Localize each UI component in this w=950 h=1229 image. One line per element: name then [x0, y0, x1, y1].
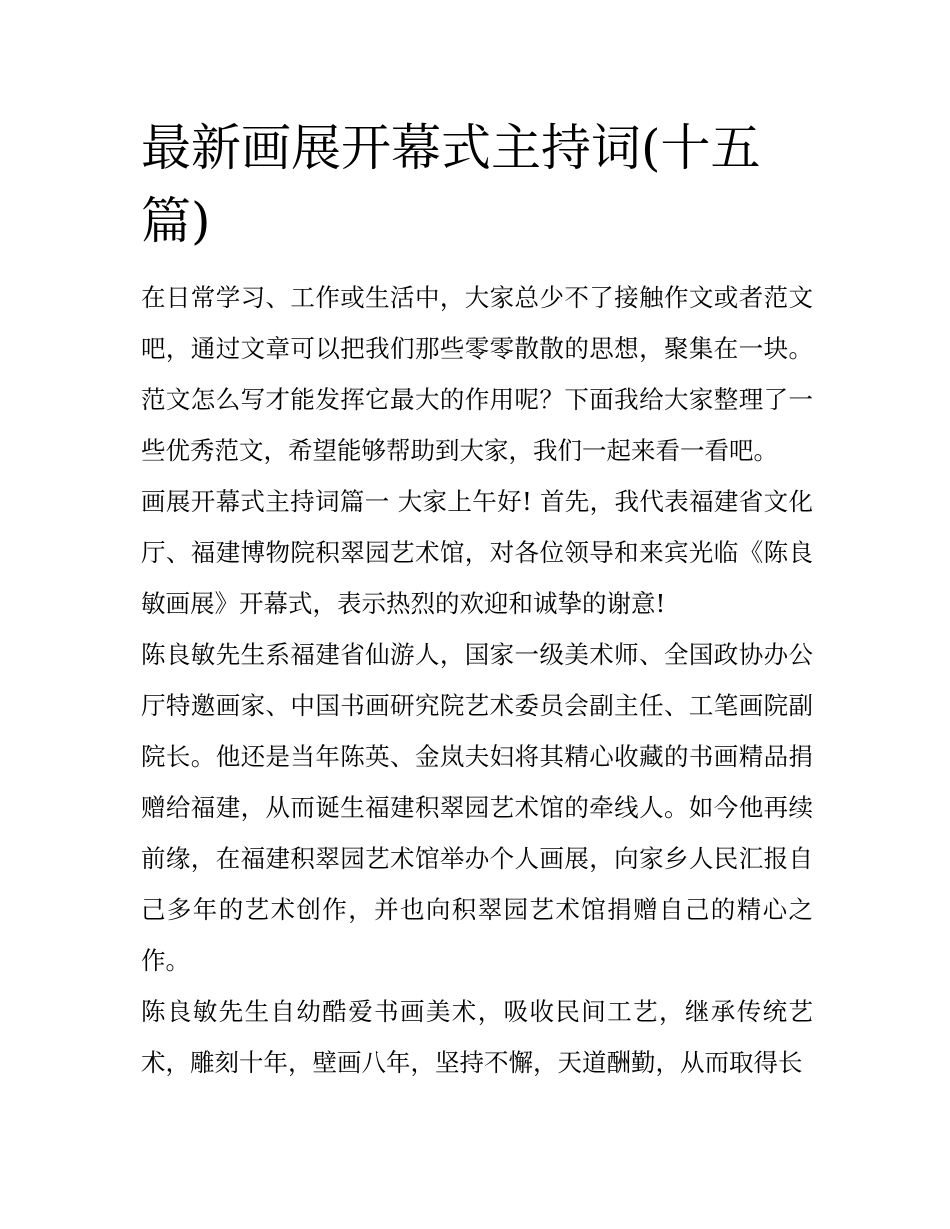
paragraph-artist-career: 陈良敏先生自幼酷爱书画美术，吸收民间工艺，继承传统艺术，雕刻十年，壁画八年，坚持不懈，天道酬勤，从而取得长	[141, 997, 813, 1077]
paragraph-opening: 画展开幕式主持词篇一 大家上午好! 首先，我代表福建省文化厅、福建博物院积翠园艺术馆，对各位领导和来宾光临《陈良敏画展》开幕式，表示热烈的欢迎和诚挚的谢意!	[141, 487, 813, 618]
paragraph-intro: 在日常学习、工作或生活中，大家总少不了接触作文或者范文吧，通过文章可以把我们那些零零散散的思想，聚集在一块。范文怎么写才能发挥它最大的作用呢？下面我给大家整理了一些优秀范文，希望能够帮助到大家，我们一起来看一看吧。	[141, 283, 813, 465]
document-page	[141, 112, 813, 1088]
paragraph-artist-bio: 陈良敏先生系福建省仙游人，国家一级美术师、全国政协办公厅特邀画家、中国书画研究院艺术委员会副主任、工笔画院副院长。他还是当年陈英、金岚夫妇将其精心收藏的书画精品捐赠给福建，从而诞生福建积翠园艺术馆的牵线人。如今他再续前缘，在福建积翠园艺术馆举办个人画展，向家乡人民汇报自己多年的艺术创作，并也向积翠园艺术馆捐赠自己的精心之作。	[141, 640, 813, 975]
document-title: 最新画展开幕式主持词(十五篇)	[141, 119, 761, 250]
